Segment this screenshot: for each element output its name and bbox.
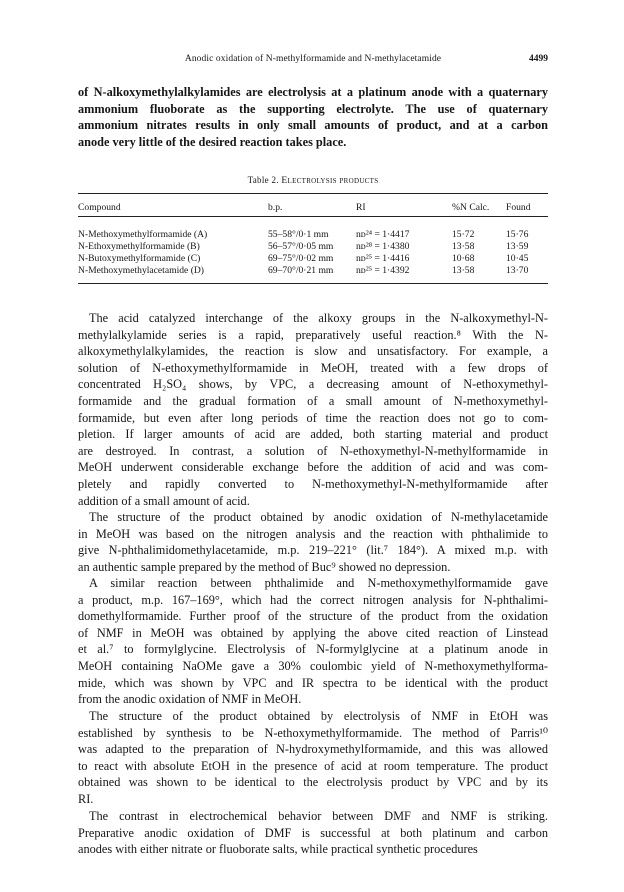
table-cell: 13·58 [452,265,475,277]
text-line: Preparative anodic oxidation of DMF is successful at both platinum and carbon [78,825,548,840]
text-line: The acid catalyzed interchange of the alkoxy groups in the N-alkoxymethyl-N- [89,311,548,325]
text-line: concentrated H₂SO₄ shows, by VPC, a decreasing amount of N-ethoxymethyl- [78,377,548,392]
body-paragraph-5 [78,808,548,858]
text-line: et al.⁷ to formylglycine. Electrolysis of N-formylglycine at a platinum anode in [78,642,548,657]
table-bottom-rule [78,283,548,284]
text-line: solution of N-ethoxymethylformamide in MeOH, treated with a few drops of [78,360,548,375]
text-line: The structure of the product obtained by electrolysis of NMF in EtOH was [89,709,548,723]
text-line: mide, which was shown by VPC and IR spectra to be identical with the product [78,675,548,690]
text-line: an authentic sample prepared by the method of Buc⁹ showed no depression. [78,559,451,574]
table-label: Table 2. [247,175,279,185]
table-cell: N-Butoxymethylformamide (C) [78,253,201,265]
table-cell: 56–57°/0·05 mm [268,240,334,252]
page-number: 4499 [529,54,548,64]
table-row [78,240,548,252]
text-line: formamide, but even after long periods of time the reaction does not go to com- [78,410,548,425]
text-line: are destroyed. In contrast, a solution of N-ethoxymethyl-N-methylformamide in [78,443,548,458]
column-header: Found [506,201,531,213]
table-title: Electrolysis products [281,176,379,186]
body-paragraph-2 [78,509,548,575]
table-cell: 13·70 [506,265,529,277]
table-cell: nᴅ²⁴ = 1·4417 [356,228,410,240]
table-cell: 15·72 [452,228,475,240]
table-top-rule [78,193,548,194]
table-cell: 10·45 [506,253,529,265]
text-line: from the anodic oxidation of NMF in MeOH. [78,692,302,707]
table-cell: 69–75°/0·02 mm [268,253,334,265]
body-paragraph-4 [78,708,548,808]
table-header-row [78,198,548,216]
text-line: pletely and rapidly converted to N-methoxymethyl-N-methylformamide after [78,476,548,491]
body-paragraph-3 [78,575,548,708]
column-header: b.p. [268,201,283,213]
text-line: A similar reaction between phthalimide and N-methoxymethylformamide gave [89,576,548,590]
text-line: MeOH underwent considerable exchange before the addition of acid and was com- [78,460,548,475]
table-cell: nᴅ²⁵ = 1·4392 [356,265,410,277]
table-cell: 69–70°/0·21 mm [268,265,334,277]
text-line: domethylformamide. Further proof of the structure of the product from the oxidation [78,609,548,624]
text-line: MeOH containing NaOMe gave a 30% coulombic yield of N-methoxymethylforma- [78,658,548,673]
table-cell: N-Methoxymethylformamide (A) [78,228,208,240]
text-line: RI. [78,791,94,806]
text-line: ammonium nitrates results in only small amounts of product, and at a carbon [78,118,548,133]
text-line: addition of a small amount of acid. [78,493,250,508]
table-cell: 55–58°/0·1 mm [268,228,329,240]
text-line: to react with absolute EtOH in the presence of acid at room temperature. The product [78,758,548,773]
table-row [78,265,548,277]
text-line: methylalkylamide series is a rapid, preparatively useful reaction.⁸ With the N- [78,327,548,342]
table-row [78,228,548,240]
table-cell: N-Methoxymethylacetamide (D) [78,265,205,277]
text-line: formamide and the gradual formation of a small amount of N-methoxymethyl- [78,393,548,408]
table-cell: nᴅ²⁸ = 1·4380 [356,240,410,252]
text-line: of N-alkoxymethylalkylamides are electrolysis at a platinum anode with a quaternary [78,85,548,99]
column-header: RI [356,201,366,213]
body-paragraph-1 [78,310,548,509]
text-line: obtained was shown to be identical to the electrolysis product by VPC and by its [78,775,548,790]
intro-paragraph [78,84,548,150]
text-line: pletion. If larger amounts of acid are added, both starting material and product [78,427,548,442]
text-line: The structure of the product obtained by anodic oxidation of N-methylacetamide [89,510,548,524]
text-line: a product, m.p. 167–169°, which had the correct nitrogen analysis for N-phthalimi- [78,592,548,607]
table-row [78,253,548,265]
text-line: alkoxymethylalkylamides, the reaction is slow and unsatisfactory. For example, a [78,344,548,359]
column-header: %N Calc. [452,201,490,213]
text-line: in MeOH was based on the nitrogen analysis and the reaction with phthalimide to [78,526,548,541]
table-cell: 13·58 [452,240,475,252]
text-line: give N-phthalimidomethylacetamide, m.p. 219–221° (lit.⁷ 184°). A mixed m.p. with [78,543,548,558]
table-cell: 10·68 [452,253,475,265]
running-title: Anodic oxidation of N-methylformamide and N-methylacetamide [184,54,442,64]
table-cell: 15·76 [506,228,529,240]
column-header: Compound [78,201,121,213]
text-line: of NMF in MeOH was obtained by applying the above cited reaction of Linstead [78,625,548,640]
page-header [78,54,548,70]
table-caption [78,175,548,186]
text-line: was adapted to the preparation of N-hydroxymethylformamide, and this was allowed [78,742,548,757]
text-line: established by synthesis to be N-ethoxymethylformamide. The method of Parris¹⁰ [78,725,548,740]
text-line: The contrast in electrochemical behavior between DMF and NMF is striking. [89,809,548,823]
text-line: anodes with either nitrate or fluoborate salts, while practical synthetic procedures [78,842,478,857]
text-line: anode very little of the desired reaction takes place. [78,134,347,149]
table-cell: 13·59 [506,240,529,252]
table-cell: N-Ethoxymethylformamide (B) [78,240,200,252]
table-cell: nᴅ²⁵ = 1·4416 [356,253,410,265]
text-line: ammonium fluoborate as the supporting electrolyte. The use of quaternary [78,101,548,116]
electrolysis-products-table [78,198,548,277]
spacer-row [78,216,548,228]
